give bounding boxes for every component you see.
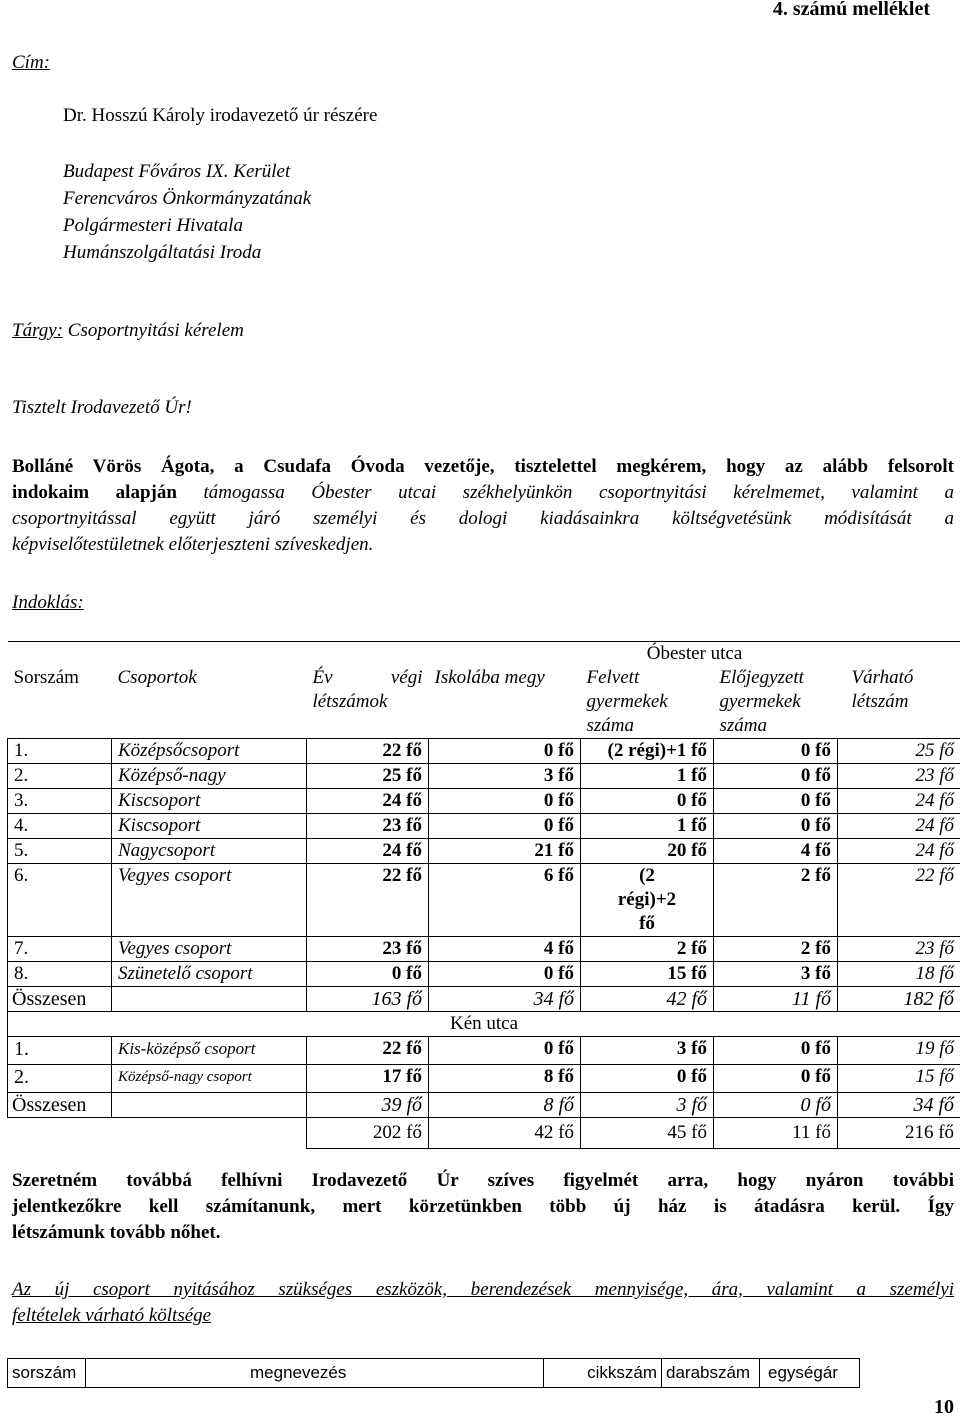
cell-ev: 25 fő <box>307 764 429 789</box>
cell-eloj: 0 fő <box>714 789 838 814</box>
closing-line: jelentkezőkre kell számítanunk, mert körzetünkben több új ház is átadásra kerül. Így <box>12 1194 954 1220</box>
cell-felv: 3 fő <box>581 1037 714 1065</box>
closing-line: létszámunk tovább nőhet. <box>12 1220 954 1246</box>
header-elojegyzett: Előjegyzett gyermekek száma <box>714 666 838 739</box>
cell-isk: 0 fő <box>429 1037 581 1065</box>
header-csoportok: Csoportok <box>112 666 307 739</box>
total-varh: 182 fő <box>838 987 960 1012</box>
total-label: Összesen <box>8 987 112 1012</box>
cell-felv: (2 régi)+2 fő <box>581 864 714 937</box>
cell-varh: 24 fő <box>838 789 960 814</box>
table-row <box>8 739 960 764</box>
address-label: Cím: <box>12 52 50 74</box>
cell-varh: 24 fő <box>838 839 960 864</box>
reasoning-label: Indoklás: <box>12 592 84 614</box>
section-row <box>8 642 960 667</box>
section-title: Óbester utca <box>429 642 960 667</box>
subject-label: Tárgy: <box>12 320 63 341</box>
cost-table <box>7 1358 860 1388</box>
cell-ev: 0 fő <box>307 962 429 987</box>
grand-ev: 202 fő <box>307 1118 429 1149</box>
cell-ev: 24 fő <box>307 789 429 814</box>
intro-bold: indokaim alapján <box>12 482 177 503</box>
cost-header: megnevezés <box>86 1359 544 1388</box>
grand-felv: 45 fő <box>581 1118 714 1149</box>
table-row <box>8 789 960 814</box>
subject <box>12 320 244 342</box>
group-name: Vegyes csoport <box>112 864 307 937</box>
cell-ev: 17 fő <box>307 1065 429 1093</box>
section-row <box>8 1012 960 1037</box>
total-eloj: 0 fő <box>714 1093 838 1118</box>
intro-line: képviselőtestületnek előterjeszteni szíveskedjen. <box>12 532 954 558</box>
cell-ev: 22 fő <box>307 1037 429 1065</box>
cell-varh: 18 fő <box>838 962 960 987</box>
headcount-table <box>7 641 960 1149</box>
address-line: Polgármesteri Hivatala <box>63 212 311 239</box>
row-number: 5. <box>8 839 112 864</box>
cell-ev: 23 fő <box>307 814 429 839</box>
cell-eloj: 0 fő <box>714 1037 838 1065</box>
cell-eloj: 2 fő <box>714 937 838 962</box>
total-row <box>8 1093 960 1118</box>
cell-varh: 22 fő <box>838 864 960 937</box>
costs-heading-line: Az új csoport nyitásához szükséges eszközök, berendezések mennyisége, ára, valamint a személyi <box>12 1277 954 1303</box>
row-number: 3. <box>8 789 112 814</box>
section-title: Kén utca <box>8 1012 960 1037</box>
cell-isk: 0 fő <box>429 962 581 987</box>
cell-varh: 24 fő <box>838 814 960 839</box>
closing-line: Szeretném továbbá felhívni Irodavezető Úr szíves figyelmét arra, hogy nyáron további <box>12 1168 954 1194</box>
cell-ev: 22 fő <box>307 739 429 764</box>
row-number: 1. <box>8 739 112 764</box>
table-row <box>8 937 960 962</box>
address-line: Ferencváros Önkormányzatának <box>63 185 311 212</box>
row-number: 4. <box>8 814 112 839</box>
total-ev: 163 fő <box>307 987 429 1012</box>
row-number: 1. <box>8 1037 112 1065</box>
cell-felv: 1 fő <box>581 764 714 789</box>
cell-isk: 0 fő <box>429 814 581 839</box>
cell-isk: 0 fő <box>429 789 581 814</box>
cell-felv: 0 fő <box>581 1065 714 1093</box>
cell-felv: 1 fő <box>581 814 714 839</box>
total-felv: 42 fő <box>581 987 714 1012</box>
closing-paragraph <box>12 1168 954 1246</box>
row-number: 7. <box>8 937 112 962</box>
cell-varh: 23 fő <box>838 937 960 962</box>
total-label: Összesen <box>8 1093 112 1118</box>
cell-isk: 0 fő <box>429 739 581 764</box>
group-name: Középsőcsoport <box>112 739 307 764</box>
cost-header: cikkszám <box>544 1359 662 1388</box>
total-isk: 8 fő <box>429 1093 581 1118</box>
table-row <box>8 962 960 987</box>
group-name: Kiscsoport <box>112 814 307 839</box>
header-sorszam: Sorszám <box>8 666 112 739</box>
row-number: 8. <box>8 962 112 987</box>
costs-heading-line: feltételek várható költsége <box>12 1303 954 1329</box>
cell-ev: 22 fő <box>307 864 429 937</box>
cell-eloj: 0 fő <box>714 764 838 789</box>
cell-eloj: 0 fő <box>714 739 838 764</box>
intro-line <box>12 480 954 506</box>
table-row <box>8 814 960 839</box>
table-row <box>8 1065 960 1093</box>
cell-varh: 15 fő <box>838 1065 960 1093</box>
table-row <box>8 764 960 789</box>
header-varhato: Várható létszám <box>838 666 960 739</box>
group-name: Kis-középső csoport <box>112 1037 307 1065</box>
cell-felv: 2 fő <box>581 937 714 962</box>
cost-header: sorszám <box>8 1359 86 1388</box>
header-iskolaba: Iskolába megy <box>429 666 581 739</box>
cost-header: darabszám <box>662 1359 760 1388</box>
header-ev-vegi: Év végi létszámok <box>307 666 429 739</box>
cell-isk: 6 fő <box>429 864 581 937</box>
group-name: Középső-nagy csoport <box>112 1065 307 1093</box>
intro-rest: támogassa Óbester utcai székhelyünkön csoportnyitási kérelmemet, valamint a <box>177 482 954 503</box>
cell-isk: 3 fő <box>429 764 581 789</box>
intro-line: Bolláné Vörös Ágota, a Csudafa Óvoda vezetője, tisztelettel megkérem, hogy az alább felsorolt <box>12 454 954 480</box>
cell-isk: 4 fő <box>429 937 581 962</box>
recipient: Dr. Hosszú Károly irodavezető úr részére <box>63 105 377 127</box>
cell-ev: 23 fő <box>307 937 429 962</box>
cell-eloj: 0 fő <box>714 1065 838 1093</box>
intro-paragraph <box>12 454 954 558</box>
total-varh: 34 fő <box>838 1093 960 1118</box>
group-name: Nagycsoport <box>112 839 307 864</box>
total-isk: 34 fő <box>429 987 581 1012</box>
cell-varh: 23 fő <box>838 764 960 789</box>
address-block <box>63 158 311 266</box>
group-name: Vegyes csoport <box>112 937 307 962</box>
cell-felv: 0 fő <box>581 789 714 814</box>
grand-eloj: 11 fő <box>714 1118 838 1149</box>
cell-eloj: 2 fő <box>714 864 838 937</box>
total-eloj: 11 fő <box>714 987 838 1012</box>
row-number: 2. <box>8 764 112 789</box>
cell-varh: 25 fő <box>838 739 960 764</box>
cell-felv: 20 fő <box>581 839 714 864</box>
table-row <box>8 839 960 864</box>
annex-label: 4. számú melléklet <box>773 0 930 21</box>
total-felv: 3 fő <box>581 1093 714 1118</box>
cell-eloj: 3 fő <box>714 962 838 987</box>
grand-isk: 42 fő <box>429 1118 581 1149</box>
cell-eloj: 0 fő <box>714 814 838 839</box>
cost-header-row <box>8 1359 860 1388</box>
cell-varh: 19 fő <box>838 1037 960 1065</box>
grand-total-row <box>8 1118 960 1149</box>
row-number: 6. <box>8 864 112 937</box>
group-name: Középső-nagy <box>112 764 307 789</box>
address-line: Humánszolgáltatási Iroda <box>63 239 311 266</box>
costs-heading <box>12 1277 954 1329</box>
cell-felv: (2 régi)+1 fő <box>581 739 714 764</box>
group-name: Kiscsoport <box>112 789 307 814</box>
cell-isk: 8 fő <box>429 1065 581 1093</box>
cost-header: egységár <box>760 1359 860 1388</box>
table-row <box>8 1037 960 1065</box>
grand-varh: 216 fő <box>838 1118 960 1149</box>
cell-isk: 21 fő <box>429 839 581 864</box>
address-line: Budapest Főváros IX. Kerület <box>63 158 311 185</box>
intro-line: csoportnyitással együtt járó személyi és dologi kiadásainkra költségvetésünk módisítását a <box>12 506 954 532</box>
cell-felv: 15 fő <box>581 962 714 987</box>
salutation: Tisztelt Irodavezető Úr! <box>12 397 192 419</box>
subject-text: Csoportnyitási kérelem <box>63 320 244 341</box>
row-number: 2. <box>8 1065 112 1093</box>
cell-eloj: 4 fő <box>714 839 838 864</box>
total-ev: 39 fő <box>307 1093 429 1118</box>
header-row <box>8 666 960 739</box>
header-felvett: Felvett gyermekek száma <box>581 666 714 739</box>
page-number: 10 <box>934 1396 954 1419</box>
total-row <box>8 987 960 1012</box>
cell-ev: 24 fő <box>307 839 429 864</box>
table-row <box>8 864 960 937</box>
group-name: Szünetelő csoport <box>112 962 307 987</box>
